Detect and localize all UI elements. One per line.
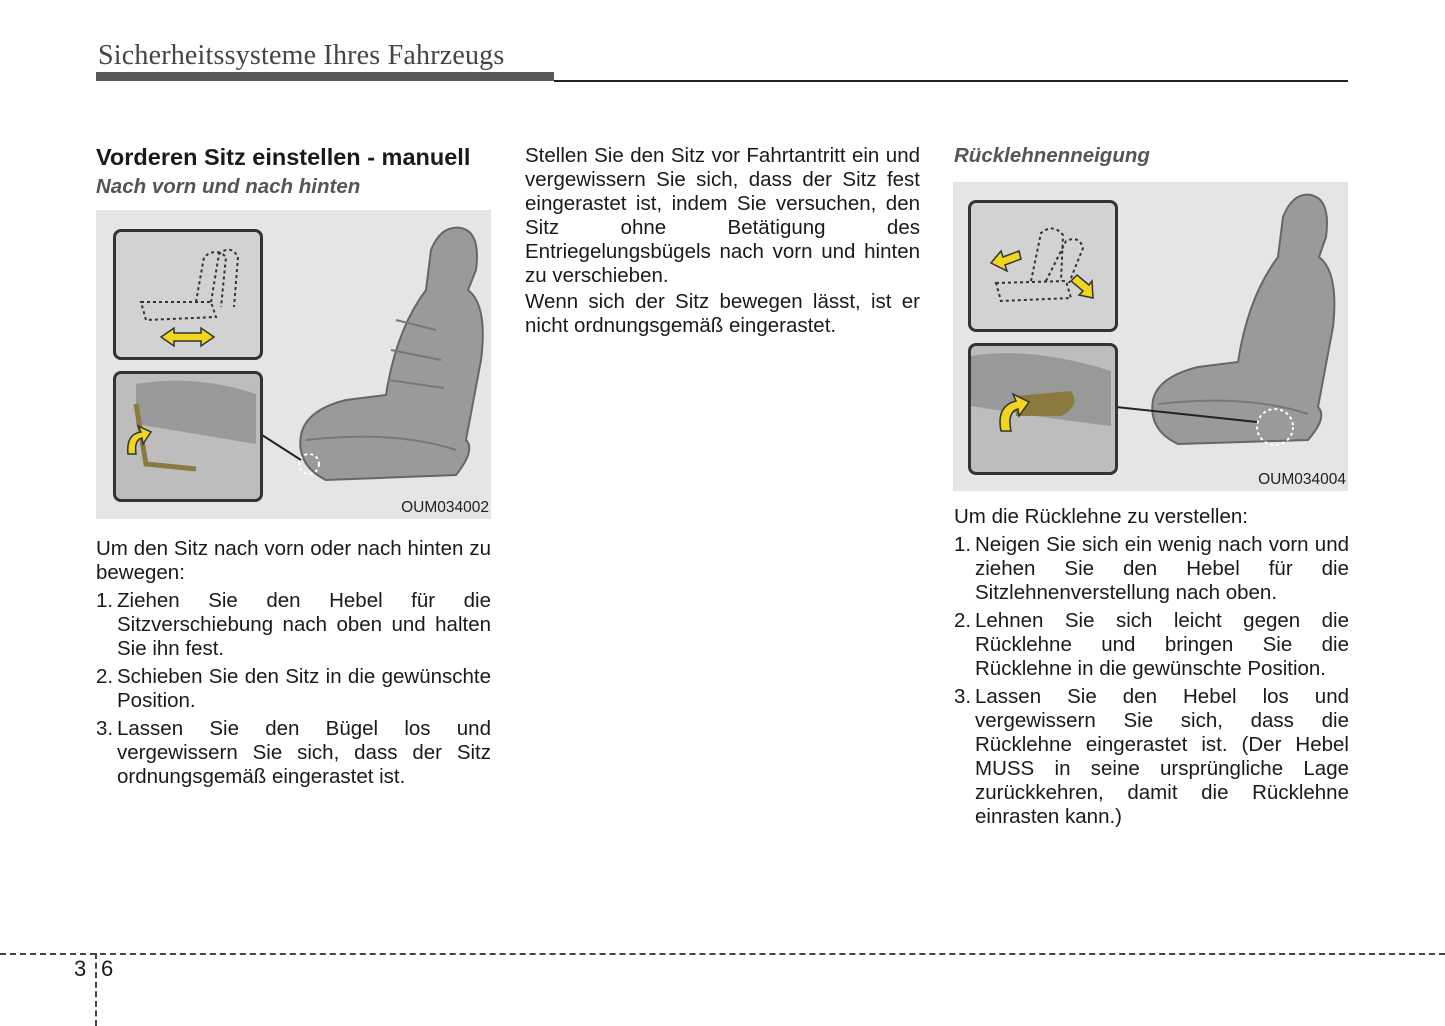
subsection-heading: Nach vorn und nach hinten xyxy=(96,175,361,198)
figure-backrest-recline xyxy=(953,182,1348,491)
column-left xyxy=(96,142,491,202)
step-text: Neigen Sie sich ein wenig nach vorn und ziehen Sie den Hebel für die Sitzlehnenverstellung nach oben. xyxy=(975,533,1349,604)
section-heading: Vorderen Sitz einstellen - manuell xyxy=(96,144,471,170)
section-header-title: Sicherheitssysteme Ihres Fahrzeugs xyxy=(98,40,505,71)
step-number: 2. xyxy=(954,609,972,632)
instructions-intro: Um die Rücklehne zu verstellen: xyxy=(954,505,1248,528)
steps-list xyxy=(954,533,1349,829)
steps-list xyxy=(96,589,491,789)
step-number: 1. xyxy=(954,533,972,556)
step-number: 2. xyxy=(96,665,114,688)
warning-paragraph: Stellen Sie den Sitz vor Fahrtantritt ein und vergewissern Sie sich, dass der Sitz fest eingerastet ist, indem Sie versuchen, den Sitz ohne Betätigung des Entriegelungsbügels nach vorn und hinten zu verschieben. xyxy=(525,144,920,287)
step-number: 1. xyxy=(96,589,114,612)
note-paragraph: Wenn sich der Sitz bewegen lässt, ist er nicht ordnungsgemäß eingerastet. xyxy=(525,290,920,337)
recline-arrows-icon xyxy=(971,203,1115,329)
lever-pull-arrow-icon xyxy=(116,374,260,499)
inset-lever-closeup xyxy=(968,343,1118,475)
figure-caption: OUM034002 xyxy=(401,499,489,516)
step-item xyxy=(96,665,491,713)
figure-caption: OUM034004 xyxy=(1258,471,1346,488)
step-item xyxy=(954,685,1349,829)
column-middle xyxy=(525,144,920,338)
step-text: Lassen Sie den Bügel los und vergewissern Sie sich, dass der Sitz ordnungsgemäß eingerastet ist. xyxy=(117,717,491,788)
step-item xyxy=(954,533,1349,605)
step-item xyxy=(96,589,491,661)
step-text: Ziehen Sie den Hebel für die Sitzverschiebung nach oben und halten Sie ihn fest. xyxy=(117,589,491,660)
inset-seat-diagram xyxy=(968,200,1118,332)
instructions-intro: Um den Sitz nach vorn oder nach hinten zu bewegen: xyxy=(96,537,491,584)
column-right-text xyxy=(954,505,1349,833)
step-number: 3. xyxy=(954,685,972,708)
header-bar xyxy=(96,72,554,81)
step-text: Lassen Sie den Hebel los und vergewissern Sie sich, dass die Rücklehne eingerastet ist. (Der Hebel MUSS in seine ursprüngliche Lage zurückkehren, damit die Rücklehne einrasten kann.) xyxy=(975,685,1349,828)
column-left-text xyxy=(96,537,491,793)
header-rule xyxy=(554,80,1348,82)
step-number: 3. xyxy=(96,717,114,740)
step-text: Lehnen Sie sich leicht gegen die Rücklehne und bringen Sie die Rücklehne in die gewünschte Position. xyxy=(975,609,1349,680)
footer-dashed-rule xyxy=(0,953,1445,955)
chapter-number: 3 xyxy=(74,956,87,981)
figure-seat-slide xyxy=(96,210,491,519)
column-right xyxy=(954,141,1349,171)
step-item xyxy=(954,609,1349,681)
lever-pull-arrow-icon xyxy=(971,346,1115,472)
seat-slide-arrow-icon xyxy=(116,232,260,357)
inset-lever-closeup xyxy=(113,371,263,502)
page-number: 6 xyxy=(101,956,114,981)
step-text: Schieben Sie den Sitz in die gewünschte Position. xyxy=(117,665,491,712)
inset-seat-diagram xyxy=(113,229,263,360)
subsection-heading: Rücklehnenneigung xyxy=(954,144,1150,167)
step-item xyxy=(96,717,491,789)
footer-dashed-divider xyxy=(95,953,97,1026)
